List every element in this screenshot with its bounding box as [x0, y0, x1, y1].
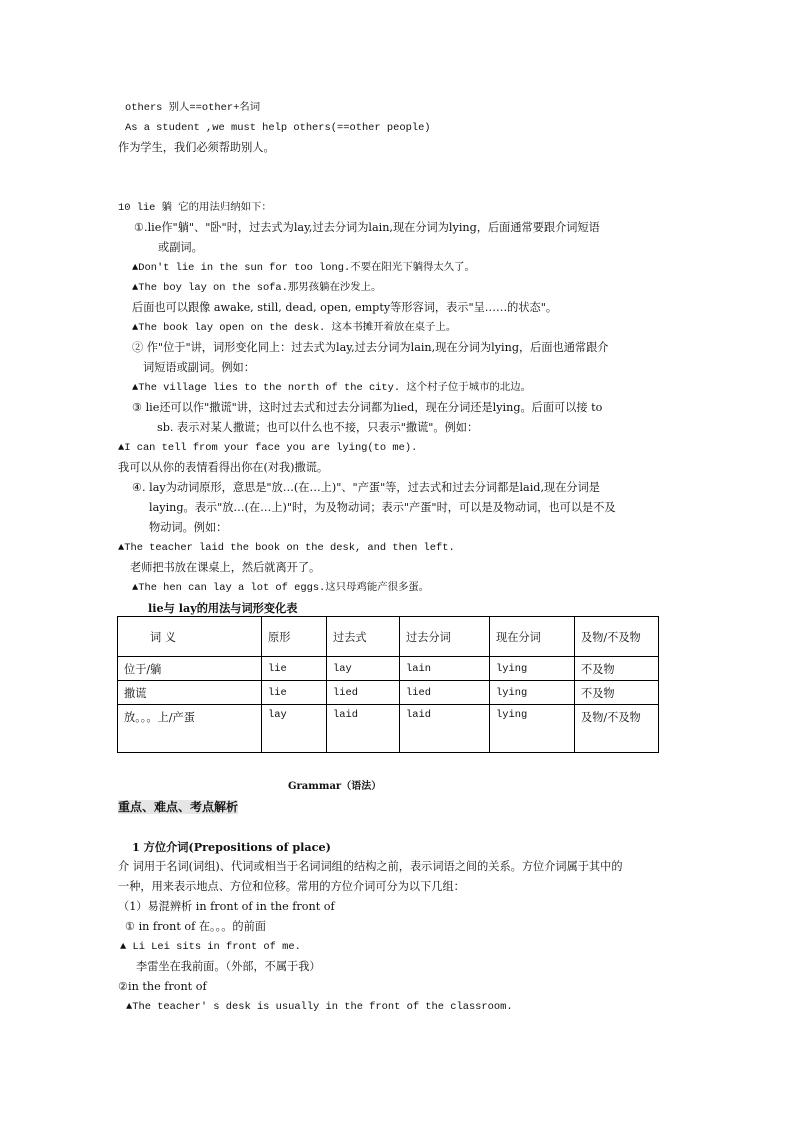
example-sentence: ▲The book lay open on the desk. 这本书摊开着放在桌子上。: [132, 322, 457, 334]
table-row: [118, 681, 659, 705]
text-line: 李雷坐在我前面。（外部，不属于我）: [136, 960, 321, 973]
text-line: ①.lie作"躺"、"卧"时，过去式为lay,过去分词为lain,现在分词为lying，后面通常要跟介词短语: [134, 221, 600, 234]
table-cell: lied: [327, 681, 400, 705]
text-line: 后面也可以跟像 awake, still, dead, open, empty等形容词，表示"呈……的状态"。: [132, 301, 558, 314]
example-sentence: ▲ Li Lei sits in front of me.: [120, 941, 301, 953]
table-header-cell: 及物/不及物: [575, 617, 659, 657]
example-sentence: ▲The boy lay on the sofa.那男孩躺在沙发上。: [132, 282, 382, 294]
table-header-cell: 词 义: [118, 617, 262, 657]
text-line: sb. 表示对某人撒谎；也可以什么也不接，只表示"撒谎"。例如：: [157, 421, 479, 434]
table-cell: lay: [327, 657, 400, 681]
text-line: As a student ,we must help others(==other people): [125, 122, 431, 134]
table-header-cell: 过去分词: [400, 617, 490, 657]
section-heading: 重点、难点、考点解析: [118, 800, 239, 814]
table-header-row: [118, 617, 659, 657]
table-cell: 撒谎: [118, 681, 262, 705]
table-cell: lying: [490, 681, 575, 705]
table-cell: lie: [262, 681, 327, 705]
table-header-cell: 原形: [262, 617, 327, 657]
text-line: ② 作"位于"讲，词形变化同上：过去式为lay,过去分词为lain,现在分词为lying，后面也通常跟介: [132, 341, 609, 354]
grammar-heading: Grammar（语法）: [288, 781, 382, 792]
text-line: 物动词。例如：: [149, 521, 228, 534]
text-line: 或副词。: [158, 241, 203, 254]
table-cell: lied: [400, 681, 490, 705]
example-sentence: ▲The village lies to the north of the city. 这个村子位于城市的北边。: [132, 382, 532, 394]
text-line: 我可以从你的表情看得出你在(对我)撒谎。: [118, 461, 329, 474]
example-sentence: ▲I can tell from your face you are lying(to me).: [118, 442, 418, 454]
table-cell: lying: [490, 705, 575, 753]
text-line: ④. lay为动词原形，意思是"放…(在…上)"、"产蛋"等，过去式和过去分词都是laid,现在分词是: [132, 481, 600, 494]
text-line: ① in front of 在。。。的前面: [125, 920, 266, 933]
text-line: laying。表示"放…(在…上)"时，为及物动词；表示"产蛋"时，可以是及物动词，也可以是不及: [149, 501, 616, 514]
text-line: 介 词用于名词(词组)、代词或相当于名词词组的结构之前，表示词语之间的关系。方位介词属于其中的: [118, 860, 623, 873]
example-sentence: ▲The teacher' s desk is usually in the front of the classroom.: [126, 1001, 513, 1013]
table-header-cell: 过去式: [327, 617, 400, 657]
table-cell: 不及物: [575, 657, 659, 681]
table-cell: lying: [490, 657, 575, 681]
text-line: 老师把书放在课桌上，然后就离开了。: [130, 561, 321, 574]
table-cell: 不及物: [575, 681, 659, 705]
section-heading: 10 lie 躺 它的用法归纳如下：: [118, 202, 272, 214]
table-row: [118, 705, 659, 753]
text-line: 作为学生，我们必须帮助别人。: [118, 141, 275, 154]
lie-lay-table: [117, 616, 659, 753]
table-cell: lie: [262, 657, 327, 681]
table-cell: 位于/躺: [118, 657, 262, 681]
example-sentence: ▲The teacher laid the book on the desk, and then left.: [118, 542, 455, 554]
table-cell: lain: [400, 657, 490, 681]
text-line: 一种，用来表示地点、方位和位移。常用的方位介词可分为以下几组：: [118, 880, 465, 893]
table-caption: lie与 lay的用法与词形变化表: [148, 601, 298, 615]
table-cell: 放。。。上/产蛋: [118, 705, 262, 753]
example-sentence: ▲The hen can lay a lot of eggs.这只母鸡能产很多蛋。: [132, 582, 430, 594]
table-row: [118, 657, 659, 681]
table-cell: laid: [400, 705, 490, 753]
subsection-heading: （1）易混辨析 in front of in the front of: [118, 900, 335, 913]
section-heading: 1 方位介词(Prepositions of place): [132, 840, 331, 854]
table-cell: lay: [262, 705, 327, 753]
table-header-cell: 现在分词: [490, 617, 575, 657]
text-line: ②in the front of: [118, 980, 207, 993]
text-line: 词短语或副词。例如：: [143, 361, 255, 374]
table-cell: laid: [327, 705, 400, 753]
text-line: others 别人==other+名词: [125, 102, 261, 114]
table-cell: 及物/不及物: [575, 705, 659, 753]
text-line: ③ lie还可以作"撒谎"讲，这时过去式和过去分词都为lied，现在分词还是lying。后面可以接 to: [132, 401, 603, 414]
example-sentence: ▲Don't lie in the sun for too long.不要在阳光下躺得太久了。: [132, 262, 475, 274]
